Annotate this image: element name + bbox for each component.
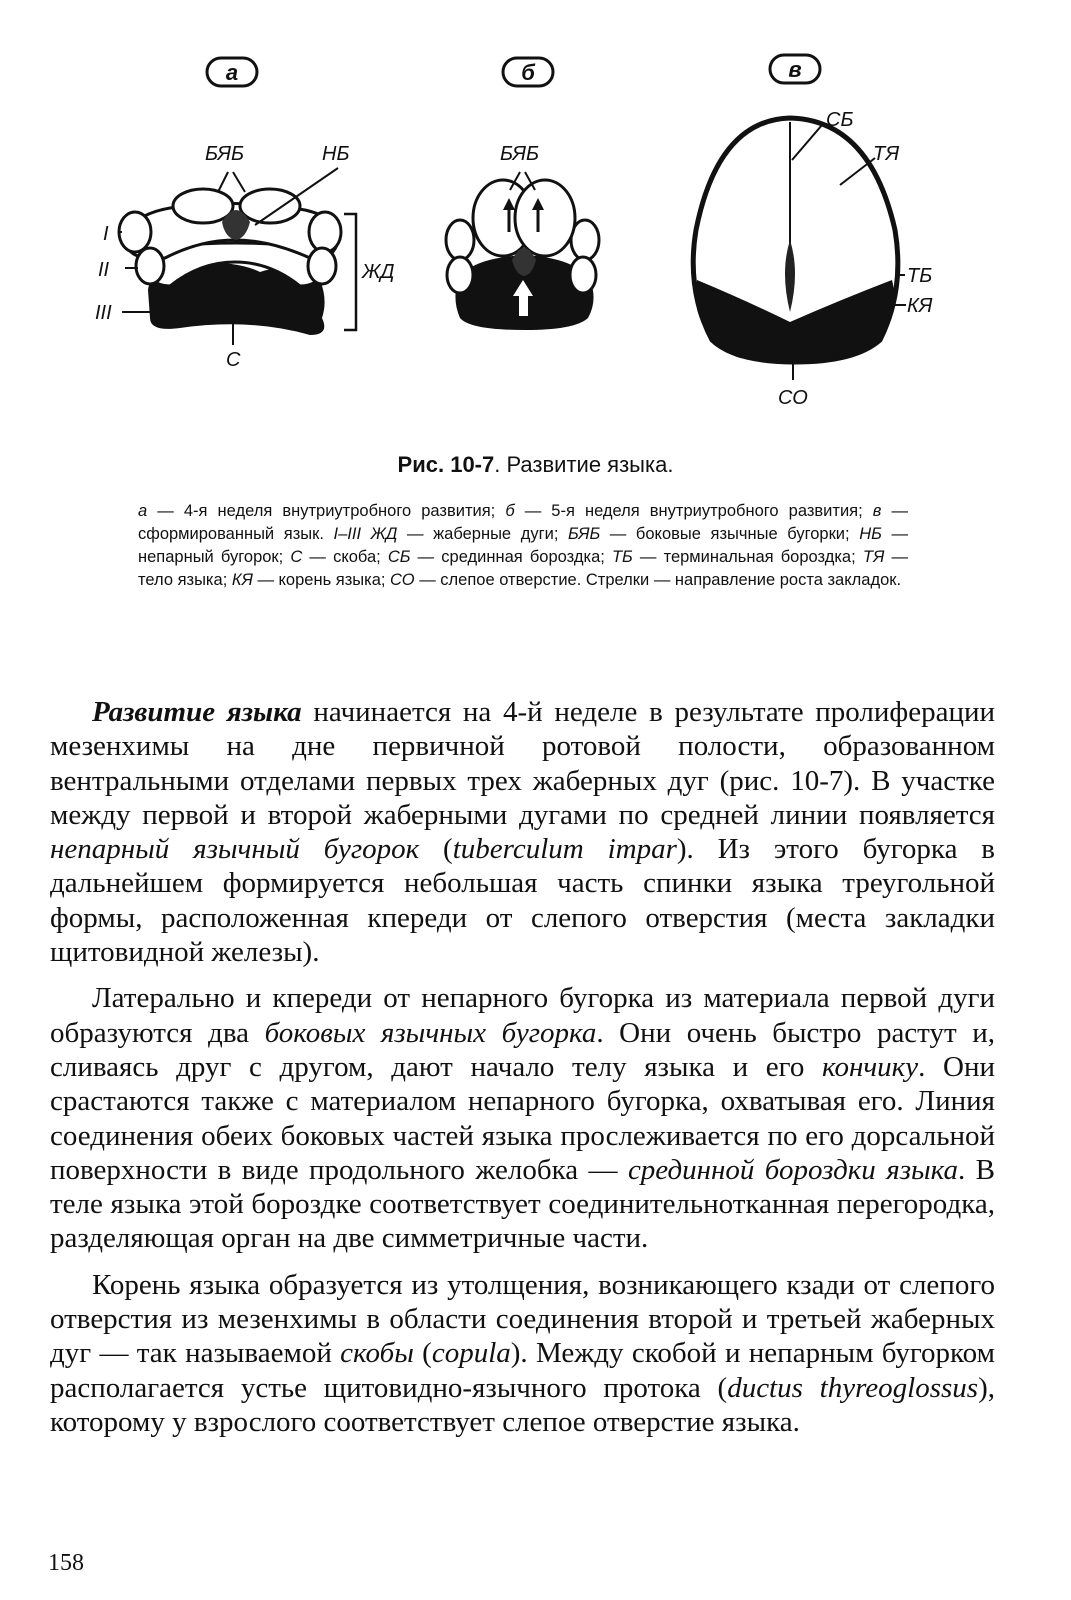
tongue-development-diagram: [0, 0, 1071, 450]
paragraph-run: начинается на 4-й неделе в результате пролиферации мезенхимы на дне первичной ротовой полости, образованном вентральными отделами первых трех жаберных дуг (рис. 10-7). В участке между первой и второй жаберными дугами по средней линии появляется: [50, 696, 995, 831]
figure-caption-number: Рис. 10-7: [397, 452, 495, 477]
paragraph-run: (: [419, 833, 453, 866]
paragraph-run: ). Из этого бугорка в дальнейшем формируется небольшая часть спинки языка треугольной формы, расположенная кпереди от слепого отверстия (места закладки щитовидной железы).: [50, 833, 995, 969]
legend-run: — скоба;: [302, 548, 388, 566]
label-so: СО: [778, 387, 808, 409]
legend-run: — сформированный язык.: [138, 502, 908, 543]
panel-label-b: б: [521, 60, 535, 85]
legend-run: б: [505, 502, 515, 520]
label-arch-i: I: [103, 223, 109, 245]
legend-run: — боковые язычные бугорки;: [600, 525, 860, 543]
legend-run: СО: [390, 571, 415, 589]
paragraph-run: Корень языка образуется из утолщения, возникающего кзади от слепого отверстия из мезенхимы в области соединения второй и третьей жаберных дуг — так называемой: [50, 1268, 995, 1370]
legend-run: ТБ: [611, 548, 633, 566]
paragraph: [50, 695, 995, 969]
legend-run: КЯ: [231, 571, 253, 589]
paragraph-run: ductus thyreoglossus: [727, 1371, 979, 1404]
paragraph-run: боковых язычных бугорка: [264, 1016, 597, 1049]
paragraph: [50, 981, 995, 1255]
label-arch-ii: II: [98, 259, 110, 281]
paragraph-lead: Развитие языка: [92, 696, 302, 728]
figure-caption-title: [0, 452, 1071, 478]
label-tya: ТЯ: [873, 143, 900, 165]
panel-label-v: в: [788, 57, 802, 82]
legend-run: — 5-я неделя внутриутробного развития;: [514, 502, 873, 520]
lateral-lingual-swelling-b-right: [515, 180, 575, 256]
paragraph-run: непарный язычный бугорок: [50, 833, 420, 866]
panel-marker-a: [207, 58, 257, 86]
label-sb: СБ: [826, 109, 854, 131]
label-tb: ТБ: [907, 265, 933, 287]
lateral-lingual-swelling-right: [240, 189, 300, 223]
paragraph-run: скобы: [340, 1337, 414, 1370]
panel-label-a: а: [225, 60, 239, 85]
legend-run: НБ: [859, 525, 882, 543]
paragraph-run: tuberculum impar: [452, 833, 677, 866]
paragraph-run: . В теле языка этой бороздке соответствует соединительнотканная перегородка, разделяющая орган на две симметричные части.: [50, 1153, 996, 1255]
legend-run: — тело языка;: [138, 548, 908, 589]
legend-run: I–III ЖД: [333, 525, 398, 543]
figure-legend: [138, 500, 908, 592]
paragraph: [50, 1268, 995, 1439]
panel-marker-b: [503, 58, 553, 86]
label-kya: КЯ: [907, 295, 933, 317]
figure-caption-text: . Развитие языка.: [494, 452, 674, 477]
legend-run: — терминальная бороздка;: [632, 548, 863, 566]
legend-run: СБ: [387, 548, 411, 566]
legend-run: — корень языка;: [252, 571, 391, 589]
label-arch-iii: III: [95, 302, 112, 324]
paragraph-run: . Они очень быстро растут и, сливаясь друг с другом, дают начало телу языка и его: [50, 1016, 995, 1083]
paragraph-run: кончику: [822, 1050, 919, 1083]
page-number: 158: [48, 1550, 84, 1576]
figure-10-7: [0, 0, 1071, 470]
panel-a-drawing: [95, 143, 394, 371]
label-nb: НБ: [322, 143, 350, 165]
legend-run: — слепое отверстие. Стрелки — направление роста закладок.: [414, 571, 902, 589]
lateral-lingual-swelling-left: [173, 189, 233, 223]
legend-run: БЯБ: [568, 525, 601, 543]
paragraph-run: Латерально и кпереди от непарного бугорка из материала первой дуги образуются два: [50, 982, 995, 1049]
paragraph-run: . Они срастаются также с материалом непарного бугорка, охватывая его. Линия соединения обеих боковых частей языка прослеживается по его дорсальной поверхности в виде продольного желобка —: [50, 1050, 995, 1186]
paragraph-run: ). Между скобой и непарным бугорком располагается устье щитовидно-язычного протока (: [50, 1337, 995, 1404]
label-byab-b: БЯБ: [500, 143, 540, 165]
legend-run: а: [138, 502, 148, 520]
legend-run: — непарный бугорок;: [138, 525, 908, 566]
body-text: [50, 695, 995, 1451]
legend-run: — 4-я неделя внутриутробного развития;: [147, 502, 506, 520]
panel-v-drawing: [693, 109, 933, 409]
legend-run: — срединная бороздка;: [410, 548, 612, 566]
legend-run: — жаберные дуги;: [397, 525, 569, 543]
label-s: С: [226, 349, 241, 371]
label-byab-a: БЯБ: [205, 143, 245, 165]
label-zhd: ЖД: [362, 261, 395, 283]
panel-b-drawing: [446, 143, 599, 330]
paragraph-run: ), которому у взрослого соответствует слепое отверстие языка.: [50, 1371, 995, 1438]
paragraph-run: copula: [431, 1337, 511, 1370]
legend-run: ТЯ: [862, 548, 885, 566]
panel-marker-v: [770, 55, 820, 83]
paragraph-run: срединной бороздки языка: [627, 1153, 958, 1186]
paragraph-run: (: [413, 1337, 432, 1370]
legend-run: С: [290, 548, 303, 566]
legend-run: в: [872, 502, 882, 520]
